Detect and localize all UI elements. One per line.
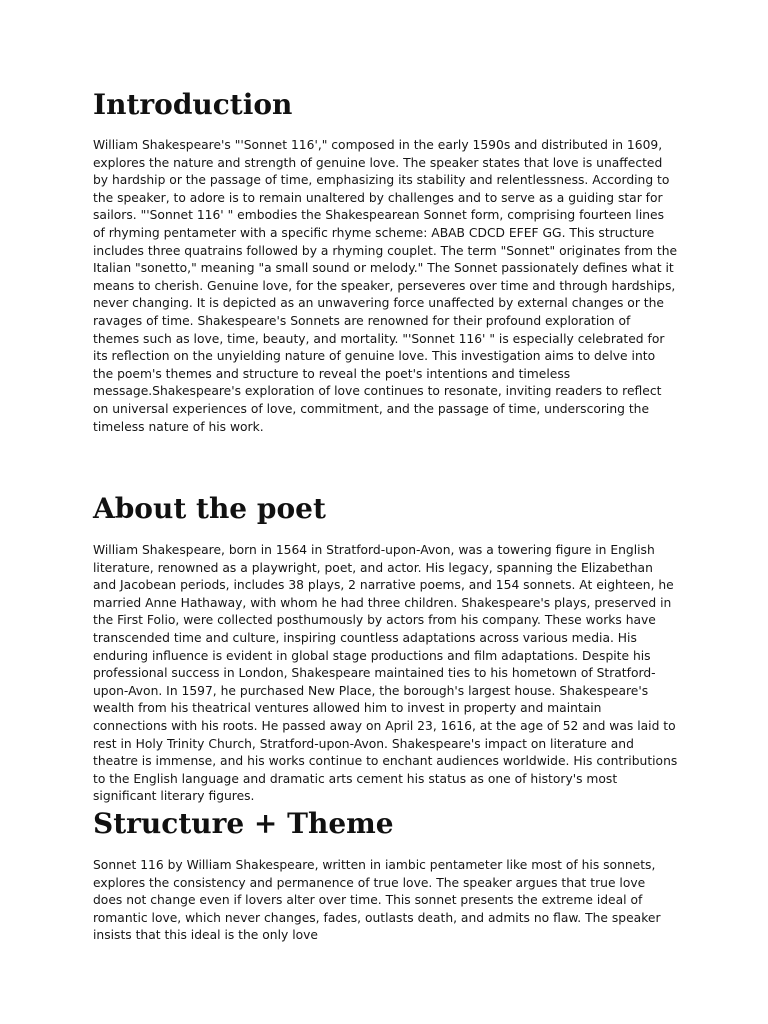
section-heading-about-the-poet: About the poet	[93, 492, 326, 525]
section-body-about-the-poet: William Shakespeare, born in 1564 in Stratford-upon-Avon, was a towering figure in English literature, renowned as a playwright, poet, and actor. His legacy, spanning the Elizabethan and Jacobean periods, includes 38 plays, 2 narrative poems, and 154 sonnets. At eighteen, he married Anne Hathaway, with whom he had three children. Shakespeare's plays, preserved in the First Folio, were collected posthumously by actors from his company. These works have transcended time and culture, inspiring countless adaptations across various media. His enduring influence is evident in global stage productions and film adaptations. Despite his professional success in London, Shakespeare maintained ties to his hometown of Stratford-upon-Avon. In 1597, he purchased New Place, the borough's largest house. Shakespeare's wealth from his theatrical ventures allowed him to invest in property and maintain connections with his roots. He passed away on April 23, 1616, at the age of 52 and was laid to rest in Holy Trinity Church, Stratford-upon-Avon. Shakespeare's impact on literature and theatre is immense, and his works continue to enchant audiences worldwide. His contributions to the English language and dramatic arts cement his status as one of history's most significant literary figures.	[93, 543, 678, 804]
section-body-structure-theme: Sonnet 116 by William Shakespeare, written in iambic pentameter like most of his sonnets, explores the consistency and permanence of true love. The speaker argues that true love does not change even if lovers alter over time. This sonnet presents the extreme ideal of romantic love, which never changes, fades, outlasts death, and admits no flaw. The speaker insists that this ideal is the only love	[93, 858, 661, 943]
section-heading-introduction: Introduction	[93, 88, 293, 121]
section-heading-structure-theme: Structure + Theme	[93, 807, 394, 840]
section-body-introduction: William Shakespeare's "'Sonnet 116'," composed in the early 1590s and distributed in 1609, explores the nature and strength of genuine love. The speaker states that love is unaffected by hardship or the passage of time, emphasizing its stability and relentlessness. According to the speaker, to adore is to remain unaltered by challenges and to serve as a guiding star for sailors. "'Sonnet 116' " embodies the Shakespearean Sonnet form, comprising fourteen lines of rhyming pentameter with a specific rhyme scheme: ABAB CDCD EFEF GG. This structure includes three quatrains followed by a rhyming couplet. The term "Sonnet" originates from the Italian "sonetto," meaning "a small sound or melody." The Sonnet passionately defines what it means to cherish. Genuine love, for the speaker, perseveres over time and through hardships, never changing. It is depicted as an unwavering force unaffected by external changes or the ravages of time. Shakespeare's Sonnets are renowned for their profound exploration of themes such as love, time, beauty, and mortality. "'Sonnet 116' " is especially celebrated for its reflection on the unyielding nature of genuine love. This investigation aims to delve into the poem's themes and structure to reveal the poet's intentions and timeless message.Shakespeare's exploration of love continues to resonate, inviting readers to reflect on universal experiences of love, commitment, and the passage of time, underscoring the timeless nature of his work.	[93, 138, 678, 434]
